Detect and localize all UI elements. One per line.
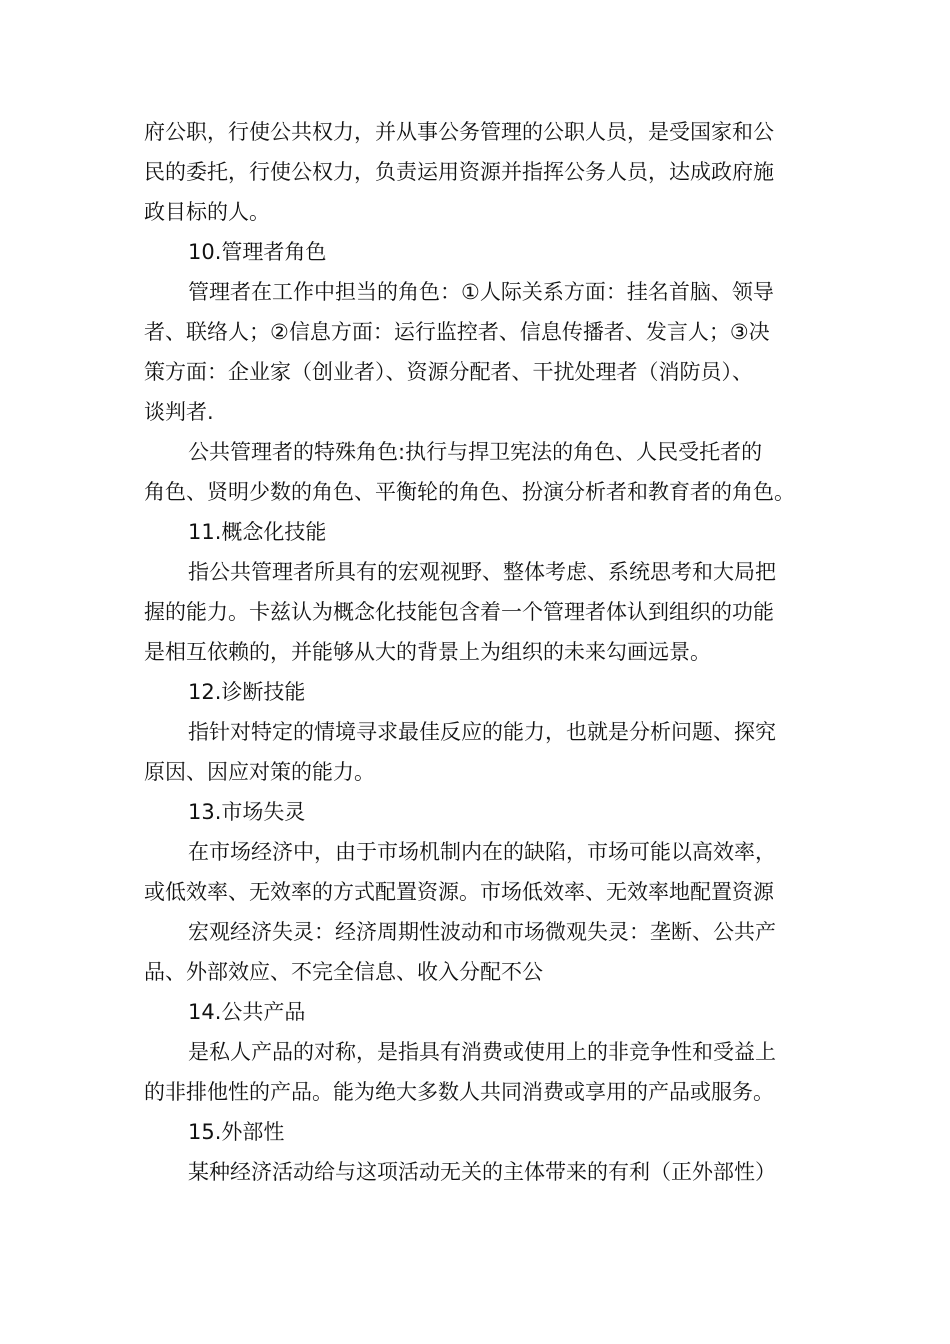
text-line: 角色、贤明少数的角色、平衡轮的角色、扮演分析者和教育者的角色。 — [144, 480, 795, 504]
text-line: 指公共管理者所具有的宏观视野、整体考虑、系统思考和大局把 — [188, 560, 776, 584]
text-line: 或低效率、无效率的方式配置资源。市场低效率、无效率地配置资源 — [144, 880, 774, 904]
text-line: 15.外部性 — [188, 1120, 285, 1144]
text-line: 政目标的人。 — [144, 200, 270, 224]
text-line: 府公职，行使公共权力，并从事公务管理的公职人员，是受国家和公 — [144, 120, 774, 144]
document-page — [144, 112, 812, 1192]
text-line: 品、外部效应、不完全信息、收入分配不公 — [144, 960, 543, 984]
text-line: 13.市场失灵 — [188, 800, 306, 824]
text-line: 者、联络人；②信息方面：运行监控者、信息传播者、发言人；③决 — [144, 320, 770, 344]
text-line: 在市场经济中，由于市场机制内在的缺陷，市场可能以高效率， — [188, 840, 776, 864]
text-line: 谈判者. — [144, 400, 214, 424]
text-line: 握的能力。卡兹认为概念化技能包含着一个管理者体认到组织的功能 — [144, 600, 774, 624]
text-line: 策方面：企业家（创业者）、资源分配者、干扰处理者（消防员）、 — [144, 360, 753, 384]
text-line: 14.公共产品 — [188, 1000, 306, 1024]
text-line: 宏观经济失灵：经济周期性波动和市场微观失灵：垄断、公共产 — [188, 920, 776, 944]
text-line: 民的委托，行使公权力，负责运用资源并指挥公务人员，达成政府施 — [144, 160, 774, 184]
text-line: 原因、因应对策的能力。 — [144, 760, 375, 784]
text-line: 是相互依赖的，并能够从大的背景上为组织的未来勾画远景。 — [144, 640, 711, 664]
text-line: 的非排他性的产品。能为绝大多数人共同消费或享用的产品或服务。 — [144, 1080, 774, 1104]
text-line: 是私人产品的对称，是指具有消费或使用上的非竞争性和受益上 — [188, 1040, 776, 1064]
text-line: 公共管理者的特殊角色:执行与捍卫宪法的角色、人民受托者的 — [188, 440, 763, 464]
text-line: 10.管理者角色 — [188, 240, 327, 264]
text-line: 某种经济活动给与这项活动无关的主体带来的有利（正外部性） — [188, 1160, 776, 1184]
text-line: 指针对特定的情境寻求最佳反应的能力，也就是分析问题、探究 — [188, 720, 776, 744]
text-line: 11.概念化技能 — [188, 520, 327, 544]
text-line: 管理者在工作中担当的角色：①人际关系方面：挂名首脑、领导 — [188, 280, 774, 304]
text-line: 12.诊断技能 — [188, 680, 306, 704]
